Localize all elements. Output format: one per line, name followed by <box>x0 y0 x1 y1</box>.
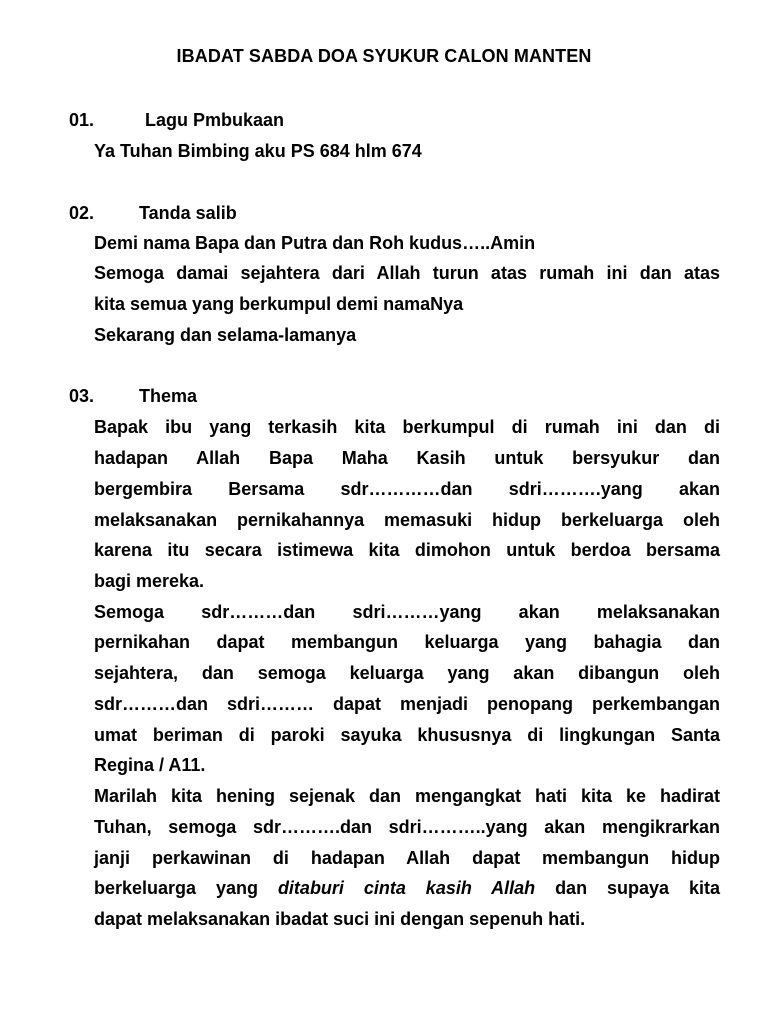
text-line: Sekarang dan selama-lamanya <box>94 325 357 345</box>
text-line: umat beriman di paroki sayuka khususnya di lingkungan Santa <box>94 725 720 745</box>
section-heading: Thema <box>139 386 198 406</box>
section-number: 02. <box>69 203 95 223</box>
section-number: 01. <box>69 110 95 130</box>
text-line: hadapan Allah Bapa Maha Kasih untuk bersyukur dan <box>94 448 720 468</box>
text-line: bagi mereka. <box>94 571 205 591</box>
text-line: kita semua yang berkumpul demi namaNya <box>94 294 464 314</box>
document-title: IBADAT SABDA DOA SYUKUR CALON MANTEN <box>176 46 592 66</box>
text-line: pernikahan dapat membangun keluarga yang bahagia dan <box>94 632 720 652</box>
text-line: sejahtera, dan semoga keluarga yang akan dibangun oleh <box>94 663 720 683</box>
text-line: Ya Tuhan Bimbing aku PS 684 hlm 674 <box>94 141 422 161</box>
section-heading: Lagu Pmbukaan <box>145 110 285 130</box>
text-line: karena itu secara istimewa kita dimohon untuk berdoa bersama <box>94 540 720 560</box>
text-line: melaksanakan pernikahannya memasuki hidup berkeluarga oleh <box>94 510 720 530</box>
section-number: 03. <box>69 386 95 406</box>
italic-phrase: ditaburi cinta kasih Allah <box>277 878 536 898</box>
text-line-mixed <box>94 873 720 903</box>
text-line: dapat melaksanakan ibadat suci ini dengan sepenuh hati. <box>94 909 586 929</box>
text-line: Semoga sdr………dan sdri………yang akan melaksanakan <box>94 602 720 622</box>
section-heading: Tanda salib <box>139 203 237 223</box>
section-03-header <box>69 383 197 409</box>
text-line: Demi nama Bapa dan Putra dan Roh kudus…..Amin <box>94 233 536 253</box>
text-line: bergembira Bersama sdr…………dan sdri……….yang akan <box>94 479 720 499</box>
text-line: Semoga damai sejahtera dari Allah turun atas rumah ini dan atas <box>94 263 720 283</box>
text-segment: dan supaya kita <box>555 878 720 898</box>
text-segment: berkeluarga yang <box>94 878 258 898</box>
section-01-header <box>69 107 284 133</box>
text-line: sdr………dan sdri……… dapat menjadi penopang perkembangan <box>94 694 720 714</box>
text-line: Regina / A11. <box>94 755 206 775</box>
text-line: Marilah kita hening sejenak dan mengangkat hati kita ke hadirat <box>94 786 720 806</box>
section-02-header <box>69 200 237 226</box>
text-line: janji perkawinan di hadapan Allah dapat membangun hidup <box>94 848 720 868</box>
text-line: Bapak ibu yang terkasih kita berkumpul di rumah ini dan di <box>94 417 720 437</box>
text-line: Tuhan, semoga sdr……….dan sdri………..yang akan mengikrarkan <box>94 817 720 837</box>
